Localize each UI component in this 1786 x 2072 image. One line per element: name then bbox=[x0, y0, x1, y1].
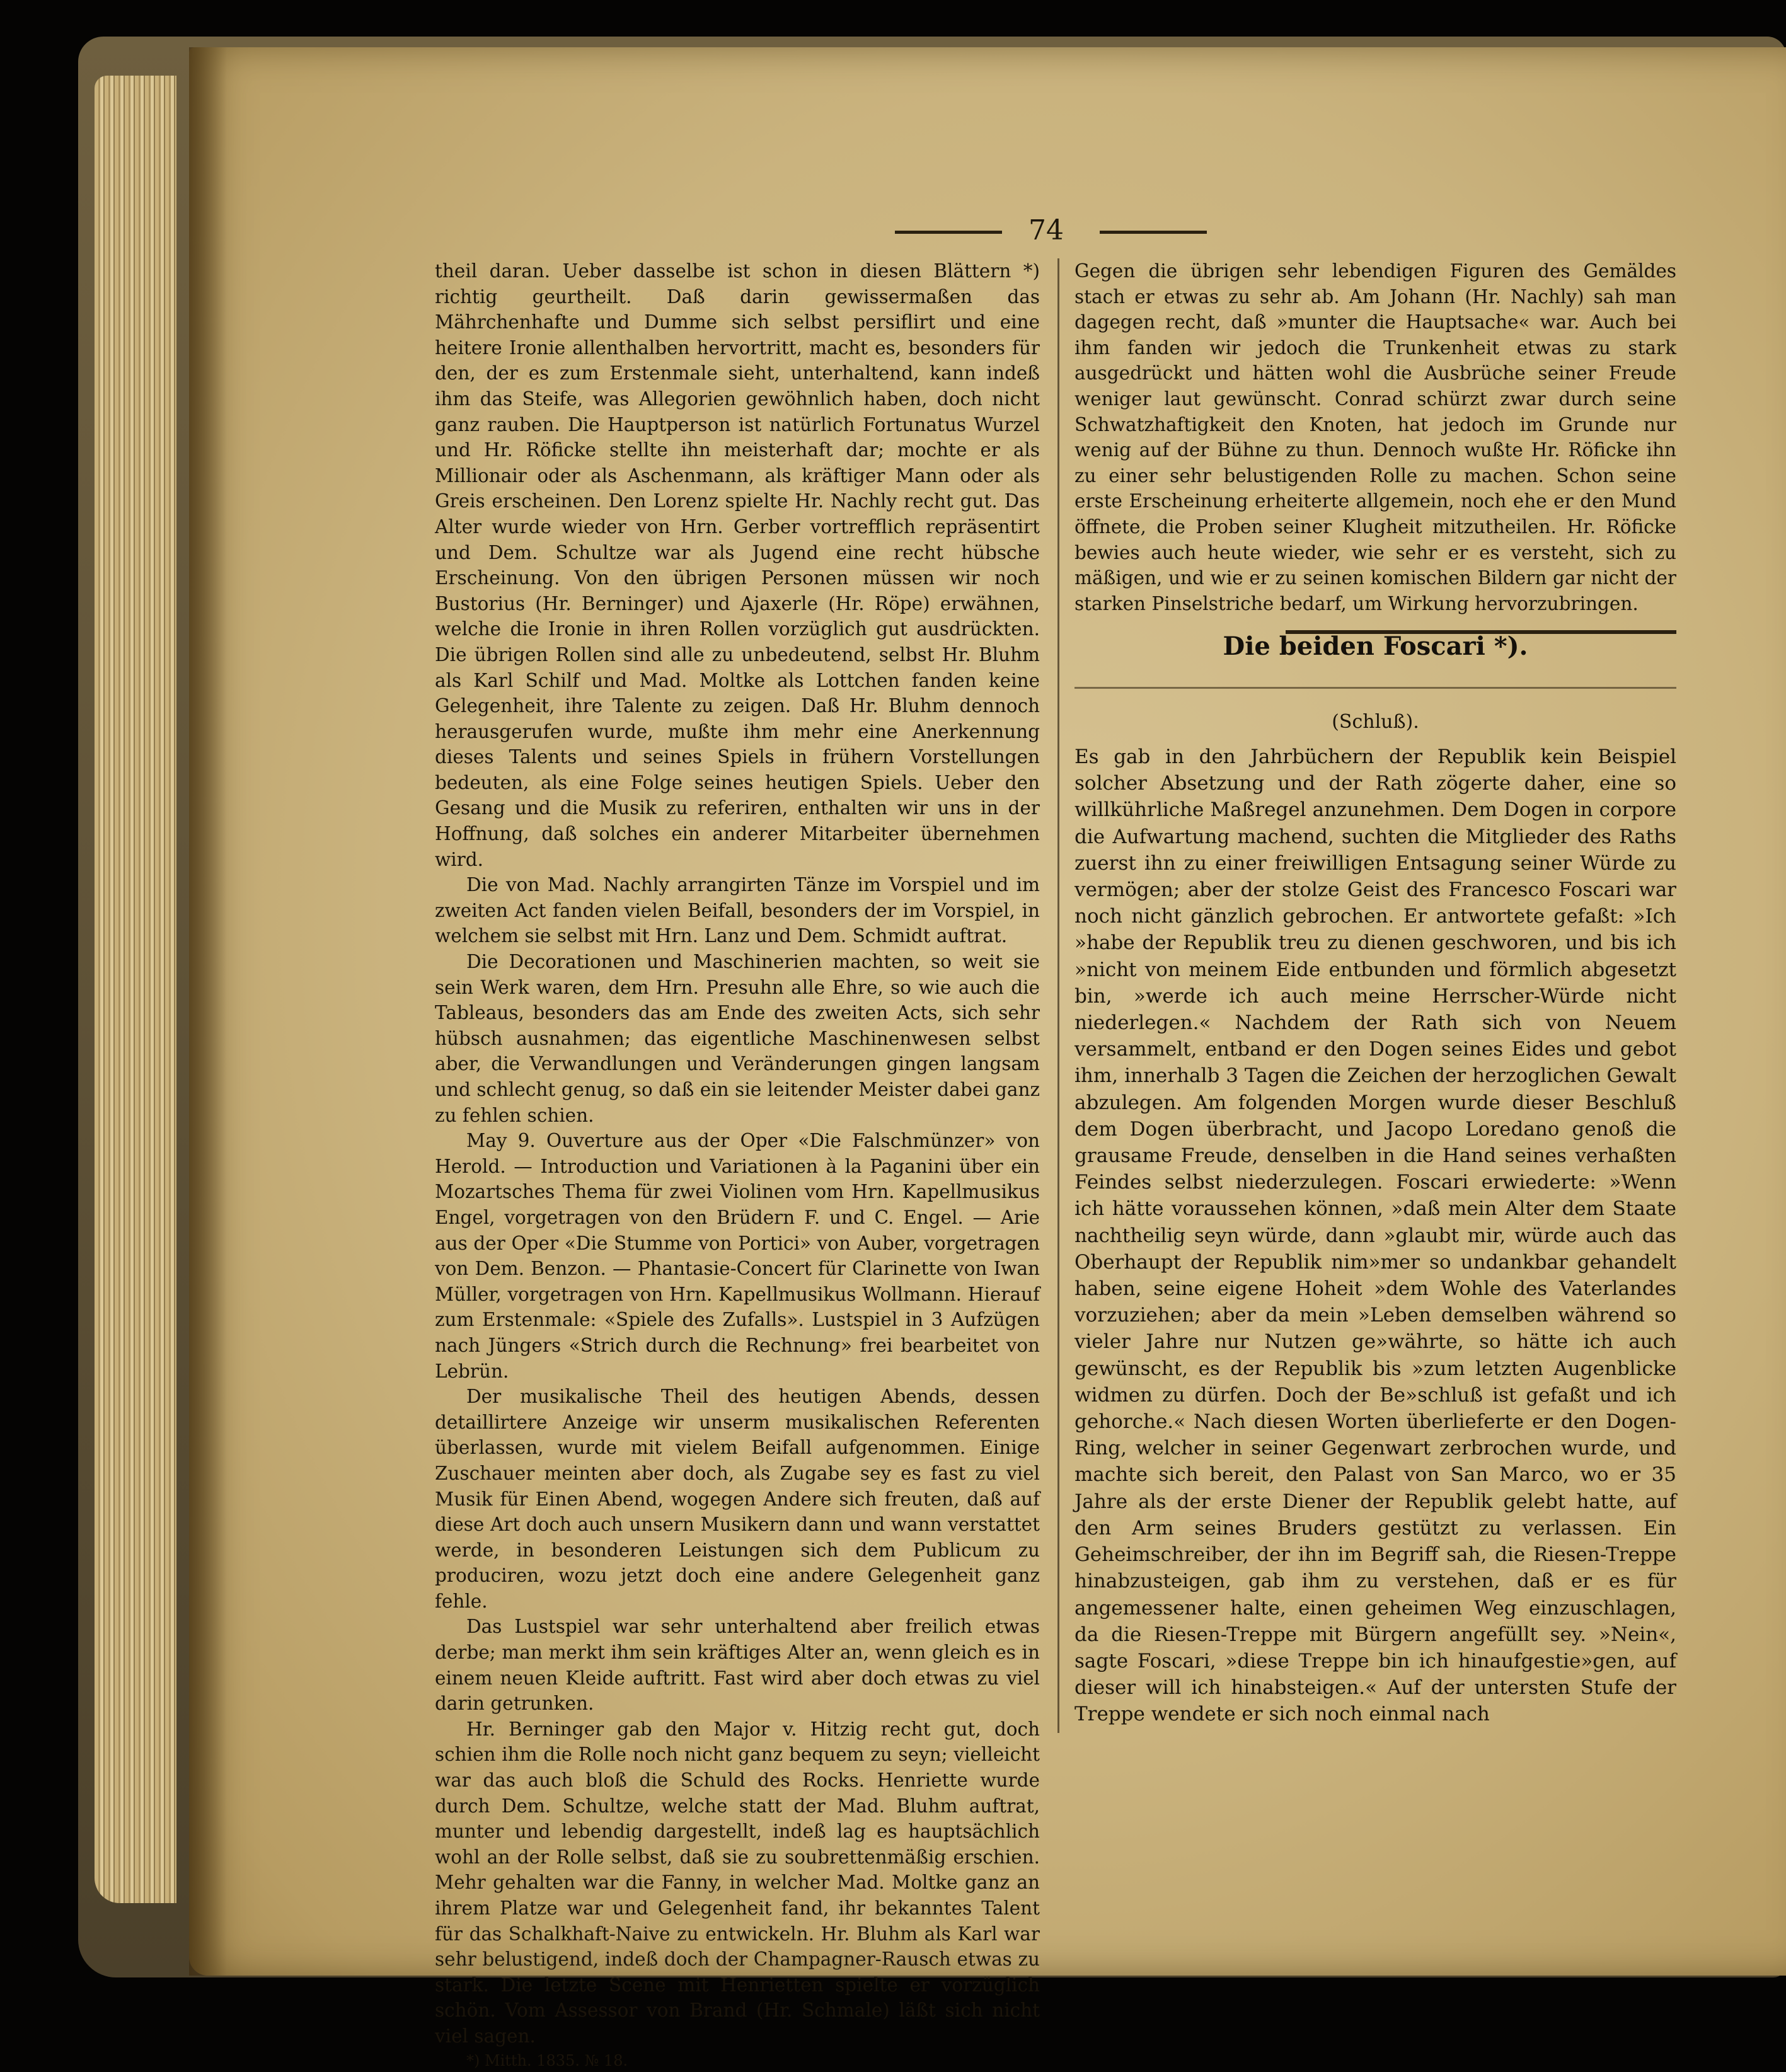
right-column-article bbox=[1074, 744, 1676, 1728]
paragraph: Der musikalische Theil des heutigen Abends, dessen detaillirtere Anzeige wir unserm musikalischen Referenten überlassen, wurde mit vielem Beifall aufgenommen. Einige Zuschauer meinten aber doch, als Zugabe sey es fast zu viel Musik für Einen Abend, wogegen Andere sich freuten, daß auf diese Art doch auch unsern Musikern dann und wann verstattet werde, in besonderen Leistungen sich dem Publicum zu produciren, wozu jetzt doch eine andere Gelegenheit ganz fehle. bbox=[435, 1386, 1040, 1612]
header-rule-right bbox=[1100, 231, 1207, 234]
article-title: Die beiden Foscari *). bbox=[1223, 631, 1528, 661]
page-edges bbox=[95, 76, 176, 1903]
gutter-shadow bbox=[189, 47, 227, 1976]
paragraph: theil daran. Ueber dasselbe ist schon in diesen Blättern *) richtig geurtheilt. Daß darin gewissermaßen das Mährchenhafte und Dumme sich selbst persiflirt und eine heitere Ironie allenthalben hervortritt, macht es, besonders für den, der es zum Erstenmale sieht, unterhaltend, kann indeß ihm das Steife, was Allegorien gewöhnlich haben, doch nicht ganz rauben. Die Hauptperson ist natürlich Fortunatus Wurzel und Hr. Röficke stellte ihn meisterhaft dar; mochte er als Millionair oder als Aschenmann, als kräftiger Mann oder als Greis erscheinen. Den Lorenz spielte Hr. Nachly recht gut. Das Alter wurde wieder von Hrn. Gerber vortrefflich repräsentirt und Dem. Schultze war als Jugend eine recht hübsche Erscheinung. Von den übrigen Personen müssen wir noch Bustorius (Hr. Berninger) und Ajaxerle (Hr. Röpe) erwähnen, welche die Ironie in ihren Rollen vorzüglich gut ausdrückten. Die übrigen Rollen sind alle zu unbedeutend, selbst Hr. Bluhm als Karl Schilf und Mad. Moltke als Lottchen fanden keine Gelegenheit, ihre Talente zu zeigen. Daß Hr. Bluhm dennoch herausgerufen wurde, mußte ihm mehr eine Anerkennung dieses Talents und seines Spiels in frühern Vorstellungen bedeuten, als eine Folge seines heutigen Spiels. Ueber den Gesang und die Musik zu referiren, enthalten wir uns in der Hoffnung, daß solches ein anderer Mitarbeiter übernehmen wird. bbox=[435, 260, 1040, 870]
header-rule-left bbox=[895, 231, 1002, 234]
paragraph: Das Lustspiel war sehr unterhaltend aber freilich etwas derbe; man merkt ihm sein kräftiges Alter an, wenn gleich es in einem neuen Kleide auftritt. Fast wird aber doch etwas zu viel darin getrunken. bbox=[435, 1616, 1040, 1715]
paragraph: Gegen die übrigen sehr lebendigen Figuren des Gemäldes stach er etwas zu sehr ab. Am Johann (Hr. Nachly) sah man dagegen recht, daß »munter die Hauptsache« war. Auch bei ihm fanden wir jedoch die Trunkenheit etwas zu stark ausgedrückt und hätten wohl die Ausbrüche seiner Freude weniger laut gewünscht. Conrad schürzt zwar durch seine Schwatzhaftigkeit den Knoten, hat jedoch im Grunde nur wenig auf der Bühne zu thun. Dennoch wußte Hr. Röficke ihn zu einer sehr belustigenden Rolle zu machen. Schon seine erste Erscheinung erheiterte allgemein, noch ehe er den Mund öffnete, die Proben seiner Klugheit mitzutheilen. Hr. Röficke bewies auch heute wieder, wie sehr er es versteht, sich zu mäßigen, und wie er zu seinen komischen Bildern gar nicht der starken Pinselstriche bedarf, um Wirkung hervorzubringen. bbox=[1074, 260, 1676, 614]
paragraph: Hr. Berninger gab den Major v. Hitzig recht gut, doch schien ihm die Rolle noch nicht ganz bequem zu seyn; vielleicht war das auch bloß die Schuld des Rocks. Henriette wurde durch Dem. Schultze, welche statt der Mad. Bluhm auftrat, munter und lebendig dargestellt, indeß lag es hauptsächlich wohl an der Rolle selbst, daß sie zu soubrettenmäßig erschien. Mehr gehalten war die Fanny, in welcher Mad. Moltke ganz an ihrem Platze war und Gelegenheit fand, ihr bekanntes Talent für das Schalkhaft-Naive zu entwickeln. Hr. Bluhm als Karl war sehr belustigend, indeß doch der Champagner-Rausch etwas zu stark. Die letzte Scene mit Henrietten spielte er vorzüglich schön. Vom Assessor von Brand (Hr. Schmale) läßt sich nicht viel sagen. bbox=[435, 1718, 1040, 2047]
footnote: *) Mitth. 1835. № 18. bbox=[466, 2051, 628, 2069]
paragraph: May 9. Ouverture aus der Oper «Die Falschmünzer» von Herold. — Introduction und Variationen à la Paganini über ein Mozartsches Thema für zwei Violinen vom Hrn. Kapellmusikus Engel, vorgetragen von den Brüdern F. und C. Engel. — Arie aus der Oper «Die Stumme von Portici» von Auber, vorgetragen von Dem. Benzon. — Phantasie-Concert für Clarinette von Iwan Müller, vorgetragen von Hrn. Kapellmusikus Wollmann. Hierauf zum Erstenmale: «Spiele des Zufalls». Lustspiel in 3 Aufzügen nach Jüngers «Strich durch die Rechnung» frei bearbeitet von Lebrün. bbox=[435, 1130, 1040, 1382]
column-divider bbox=[1057, 258, 1059, 1733]
title-rule bbox=[1074, 687, 1676, 689]
article-subtitle: (Schluß). bbox=[1332, 711, 1419, 733]
article-body: Es gab in den Jahrbüchern der Republik kein Beispiel solcher Absetzung und der Rath zögerte daher, eine so willkührliche Maßregel anzunehmen. Dem Dogen in corpore die Aufwartung machend, suchten die Mitglieder des Raths zuerst ihn zu einer freiwilligen Entsagung seiner Würde zu vermögen; aber der stolze Geist des Francesco Foscari war noch nicht gänzlich gebrochen. Er antwortete gefaßt: »Ich »habe der Republik treu zu dienen geschworen, und bis ich »nicht von meinem Eide entbunden und förmlich abgesetzt bin, »werde ich auch meine Herrscher-Würde nicht niederlegen.« Nachdem der Rath sich von Neuem versammelt, entband er den Dogen seines Eides und gebot ihm, innerhalb 3 Tagen die Zeichen der herzoglichen Gewalt abzulegen. Am folgenden Morgen wurde dieser Beschluß dem Dogen überbracht, und Jacopo Loredano genoß die grausame Freude, denselben in die Hand seines verhaßten Feindes selbst niederzulegen. Foscari erwiederte: »Wenn ich hätte voraussehen können, »daß mein Alter dem Staate nachtheilig seyn würde, dann »glaubt mir, würde auch das Oberhaupt der Republik nim»mer so undankbar gehandelt haben, seine eigene Hoheit »dem Wohle des Vaterlandes vorzuziehen; aber da mein »Leben demselben während so vieler Jahre nur Nutzen ge»währte, so hätte ich auch gewünscht, es der Republik bis »zum letzten Augenblicke widmen zu dürfen. Doch der Be»schluß ist gefaßt und ich gehorche.« Nach diesen Worten überlieferte er den Dogen-Ring, welcher in seiner Gegenwart zerbrochen wurde, und machte sich bereit, den Palast von San Marco, wo er 35 Jahre als der erste Diener der Republik gelebt hatte, auf den Arm seines Bruders gestützt zu verlassen. Ein Geheimschreiber, der ihn im Begriff sah, die Riesen-Treppe hinabzusteigen, gab ihm zu verstehen, daß er es für angemessener halte, einen geheimen Weg einzuschlagen, da die Riesen-Treppe mit Bürgern angefüllt sey. »Nein«, sagte Foscari, »diese Treppe bin ich hinaufgestie»gen, auf dieser will ich hinabsteigen.« Auf der untersten Stufe der Treppe wendete er sich noch einmal nach bbox=[1074, 745, 1676, 1726]
paragraph: Die von Mad. Nachly arrangirten Tänze im Vorspiel und im zweiten Act fanden vielen Beifall, besonders der im Vorspiel, in welchem sie selbst mit Hrn. Lanz und Dem. Schmidt auftrat. bbox=[435, 874, 1040, 947]
paragraph: Die Decorationen und Maschinerien machten, so weit sie sein Werk waren, dem Hrn. Presuhn alle Ehre, so wie auch die Tableaus, besonders das am Ende des zweiten Acts, sich sehr hübsch ausnahmen; das eigentliche Maschinenwesen selbst aber, die Verwandlungen und Veränderungen gingen langsam und schlecht genug, so daß ein sie leitender Meister dabei ganz zu fehlen schien. bbox=[435, 951, 1040, 1126]
left-column bbox=[435, 258, 1040, 2072]
page-number: 74 bbox=[1028, 214, 1064, 246]
right-column-continuation bbox=[1074, 258, 1676, 616]
